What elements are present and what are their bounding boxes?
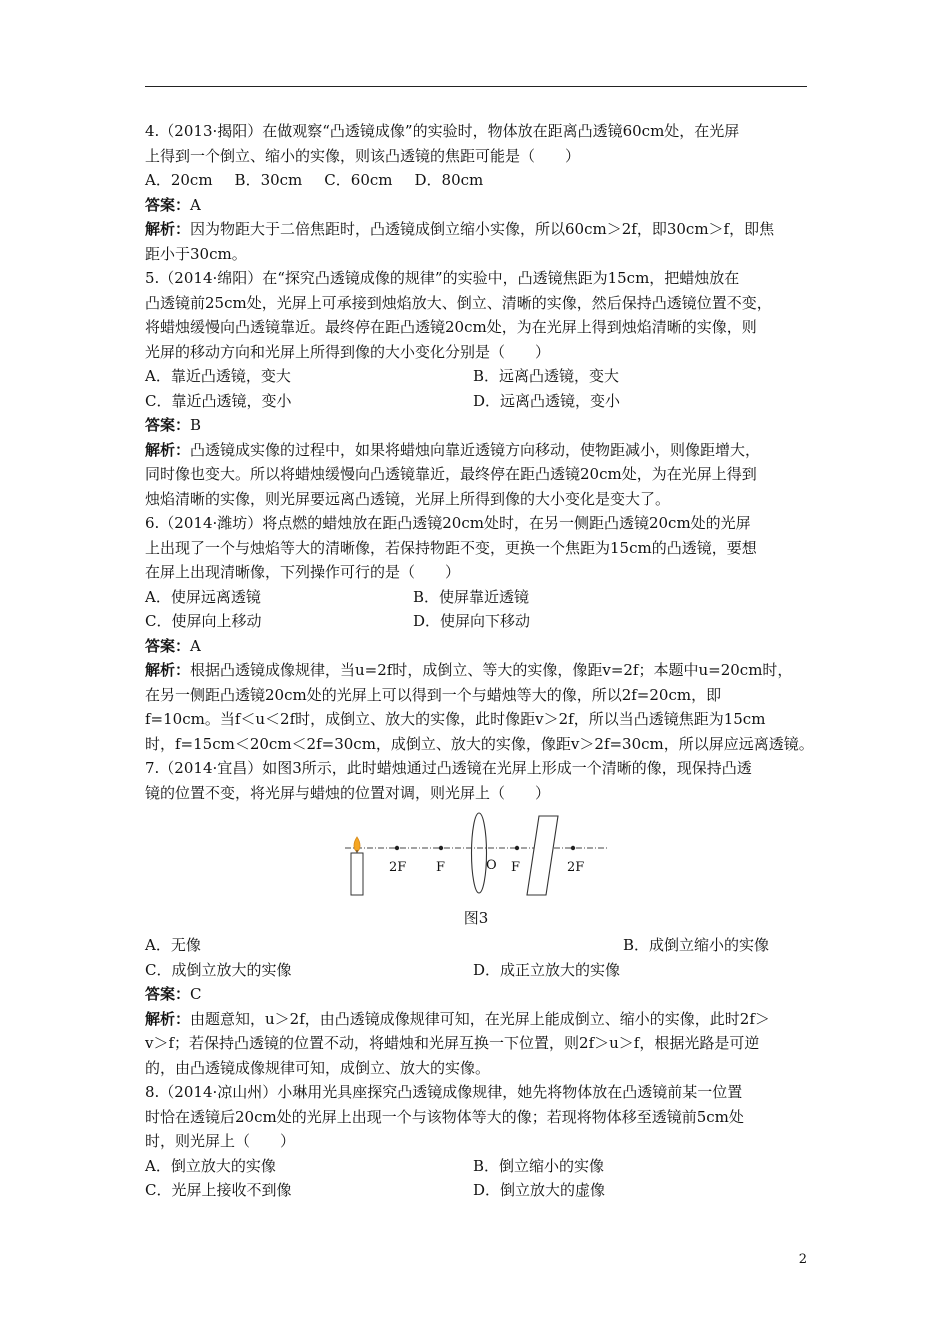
label-left-2f: 2F: [389, 860, 407, 875]
question-5-option-a: A．靠近凸透镜，变大: [145, 367, 291, 385]
question-4-option-d: D．80cm: [414, 171, 484, 189]
question-6-stem-line-2: 上出现了一个与烛焰等大的清晰像，若保持物距不变，更换一个焦距为15cm的凸透镜，要想: [145, 538, 757, 557]
analysis-text: 根据凸透镜成像规律，当u=2f时，成倒立、等大的实像，像距v=2f；本题中u=20cm时，: [190, 661, 793, 679]
question-6-stem-line-3: 在屏上出现清晰像，下列操作可行的是（ ）: [145, 563, 461, 581]
page-number: 2: [798, 1252, 807, 1267]
question-4-option-c: C．60cm: [324, 171, 393, 189]
question-5-answer: [145, 413, 807, 438]
question-8: [145, 1080, 807, 1203]
question-7-option-d: D．成正立放大的实像: [473, 960, 621, 979]
question-6-option-d: D．使屏向下移动: [413, 612, 531, 630]
question-6-option-b: B．使屏靠近透镜: [413, 587, 530, 606]
question-5-options-row-1: [145, 364, 807, 389]
question-6-analysis-line-3: f=10cm。当f＜u＜2f时，成倒立、放大的实像，此时像距v＞2f，所以当凸透镜焦距为15cm: [145, 710, 766, 728]
question-6-stem-line-1: 6.（2014·潍坊）将点燃的蜡烛放在距凸透镜20cm处时，在另一侧距凸透镜20cm处的光屏: [145, 514, 751, 532]
question-6-answer: [145, 634, 807, 659]
question-8-option-d: D．倒立放大的虚像: [473, 1181, 606, 1199]
label-optical-center: O: [486, 858, 497, 873]
question-7-answer: [145, 982, 807, 1007]
answer-label: 答案：: [145, 985, 191, 1003]
question-8-options-row-2: [145, 1178, 807, 1203]
question-5-options-row-2: [145, 389, 807, 414]
question-4-option-b: B．30cm: [234, 171, 303, 189]
left-2f-point: [395, 846, 399, 850]
analysis-label: 解析：: [145, 440, 191, 459]
question-8-option-b: B．倒立缩小的实像: [473, 1156, 605, 1175]
question-5-stem-line-2: 凸透镜前25cm处，光屏上可承接到烛焰放大、倒立、清晰的实像，然后保持凸透镜位置不变，: [145, 293, 772, 312]
figure-caption: 图3: [463, 909, 489, 927]
question-7-stem-line-2: 镜的位置不变，将光屏与蜡烛的位置对调，则光屏上（ ）: [145, 783, 551, 802]
question-6-analysis-line-1: [145, 658, 807, 683]
question-4-answer: [145, 193, 807, 218]
question-5-analysis-line-2: 同时像也变大。所以将蜡烛缓慢向凸透镜靠近，最终停在距凸透镜20cm处，为在光屏上得到: [145, 465, 757, 483]
question-8-option-c: C．光屏上接收不到像: [145, 1181, 292, 1199]
question-8-options-row-1: [145, 1154, 807, 1179]
question-7-stem-line-1: 7.（2014·宜昌）如图3所示，此时蜡烛通过凸透镜在光屏上形成一个清晰的像，现保持凸透: [145, 759, 752, 777]
question-7-analysis-line-3: 的，由凸透镜成像规律可知，成倒立、放大的实像。: [145, 1058, 491, 1077]
question-5-option-b: B．远离凸透镜，变大: [473, 367, 620, 385]
question-8-option-a: A．倒立放大的实像: [145, 1156, 276, 1175]
question-6-analysis-line-2: 在另一侧距凸透镜20cm处的光屏上可以得到一个与蜡烛等大的像，所以2f=20cm，即: [145, 685, 722, 704]
question-6: [145, 511, 814, 756]
question-5: [145, 266, 807, 511]
question-7-option-a: A．无像: [145, 936, 201, 954]
question-4-analysis-line-1: [145, 217, 807, 242]
header-rule: [145, 86, 807, 87]
lens-diagram: [145, 811, 807, 903]
question-4-options: [145, 168, 807, 193]
light-screen: [527, 816, 558, 895]
question-6-option-c: C．使屏向上移动: [145, 612, 262, 630]
question-5-analysis-line-3: 烛焰清晰的实像，则光屏要远离凸透镜，光屏上所得到像的大小变化是变大了。: [145, 489, 671, 508]
question-5-stem-line-4: 光屏的移动方向和光屏上所得到像的大小变化分别是（ ）: [145, 342, 551, 361]
question-6-analysis-line-4: 时，f=15cm＜20cm＜2f=30cm，成倒立、放大的实像，像距v＞2f=30cm，所以屏应远离透镜。: [145, 734, 814, 753]
candle-icon: [351, 837, 363, 895]
answer-value: A: [190, 195, 201, 214]
answer-label: 答案：: [145, 195, 191, 214]
answer-value: A: [190, 636, 201, 655]
question-4-analysis-line-2: 距小于30cm。: [145, 244, 247, 263]
question-4-option-a: A．20cm: [145, 171, 213, 189]
analysis-text: 凸透镜成实像的过程中，如果将蜡烛向靠近透镜方向移动，使物距减小，则像距增大，: [190, 440, 761, 459]
question-7-analysis-line-2: v＞f；若保持凸透镜的位置不动，将蜡烛和光屏互换一下位置，则2f＞u＞f，根据光路是可逆: [145, 1034, 760, 1052]
label-right-2f: 2F: [567, 860, 585, 875]
question-8-stem-line-1: 8.（2014·凉山州）小琳用光具座探究凸透镜成像规律，她先将物体放在凸透镜前某一位置: [145, 1083, 743, 1101]
analysis-label: 解析：: [145, 220, 191, 238]
question-7-options-row-2: [145, 958, 807, 983]
label-left-f: F: [436, 860, 446, 875]
question-5-option-c: C．靠近凸透镜，变小: [145, 391, 292, 410]
answer-value: B: [190, 416, 202, 434]
question-5-stem-line-1: 5.（2014·绵阳）在“探究凸透镜成像的规律”的实验中，凸透镜焦距为15cm，把蜡烛放在: [145, 269, 740, 287]
answer-value: C: [190, 985, 202, 1003]
question-5-option-d: D．远离凸透镜，变小: [473, 391, 621, 410]
question-7-option-c: C．成倒立放大的实像: [145, 960, 292, 979]
analysis-label: 解析：: [145, 661, 191, 679]
question-5-analysis-line-1: [145, 438, 807, 463]
answer-label: 答案：: [145, 416, 191, 434]
question-6-options-row-1: [145, 585, 807, 610]
question-7-options-row-1: [145, 933, 807, 958]
question-7-analysis-line-1: [145, 1007, 807, 1032]
question-6-option-a: A．使屏远离透镜: [145, 587, 261, 606]
question-4-stem-line-2: 上得到一个倒立、缩小的实像，则该凸透镜的焦距可能是（ ）: [145, 146, 581, 165]
page-content: [145, 119, 814, 1203]
left-f-point: [439, 846, 443, 850]
question-5-stem-line-3: 将蜡烛缓慢向凸透镜靠近。最终停在距凸透镜20cm处，为在光屏上得到烛焰清晰的实像，则: [145, 318, 757, 336]
question-6-options-row-2: [145, 609, 807, 634]
right-f-point: [515, 846, 519, 850]
analysis-text: 由题意知，u＞2f，由凸透镜成像规律可知，在光屏上能成倒立、缩小的实像，此时2f＞: [190, 1009, 770, 1028]
question-7-option-b: B．成倒立缩小的实像: [623, 936, 770, 954]
lens-diagram-svg: [345, 811, 615, 903]
question-8-stem-line-2: 时恰在透镜后20cm处的光屏上出现一个与该物体等大的像；若现将物体移至透镜前5cm处: [145, 1107, 744, 1126]
answer-label: 答案：: [145, 636, 191, 655]
analysis-text: 因为物距大于二倍焦距时，凸透镜成倒立缩小实像，所以60cm＞2f，即30cm＞f，即焦: [190, 220, 775, 238]
analysis-label: 解析：: [145, 1009, 191, 1028]
question-7: [145, 756, 807, 1080]
question-4: [145, 119, 807, 266]
question-4-stem-line-1: 4.（2013·揭阳）在做观察“凸透镜成像”的实验时，物体放在距离凸透镜60cm处，在光屏: [145, 122, 740, 140]
right-2f-point: [571, 846, 575, 850]
question-8-stem-line-3: 时，则光屏上（ ）: [145, 1132, 296, 1150]
convex-lens: [472, 813, 487, 893]
label-right-f: F: [511, 860, 521, 875]
